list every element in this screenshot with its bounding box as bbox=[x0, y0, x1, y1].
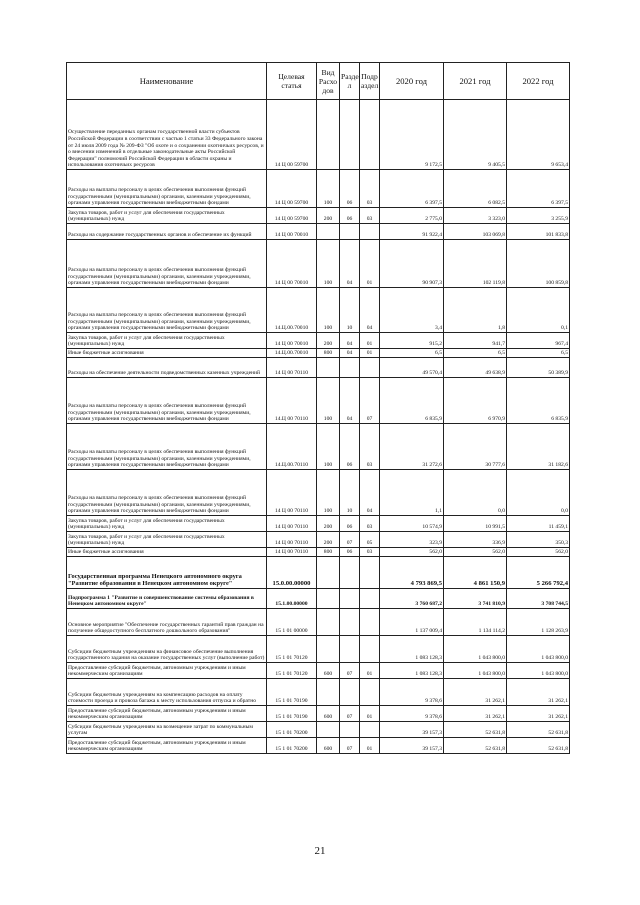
table-row bbox=[67, 224, 570, 240]
cell-target: 15.0.00.00000 bbox=[267, 557, 317, 589]
cell-subsection: 05 bbox=[360, 532, 380, 548]
cell-2020: 3,4 bbox=[380, 288, 444, 333]
cell-target: 15 1 01 70120 bbox=[267, 663, 317, 679]
cell-2021: 3 741 810,9 bbox=[444, 589, 507, 609]
table-row bbox=[67, 470, 570, 516]
cell-2021: 10 991,5 bbox=[444, 516, 507, 532]
header-2020: 2020 год bbox=[380, 63, 444, 100]
cell-name: Закупка товаров, работ и услуг для обеспечения государственных (муниципальных) нужд bbox=[67, 208, 267, 224]
header-exp-type: Вид Расхо дов bbox=[317, 63, 340, 100]
table-row bbox=[67, 663, 570, 679]
cell-name: Иные бюджетные ассигнования bbox=[67, 548, 267, 557]
table-row bbox=[67, 349, 570, 358]
cell-2021: 9 405,5 bbox=[444, 100, 507, 170]
cell-2021: 30 777,6 bbox=[444, 424, 507, 470]
cell-name: Расходы на выплаты персоналу в целях обеспечения выполнения функций государственными (муниципальными) органами, казенными учреждениями, органами управления государственными внебюджетными фондами bbox=[67, 240, 267, 288]
cell-2022: 6,5 bbox=[507, 349, 570, 358]
cell-2020: 915,2 bbox=[380, 333, 444, 349]
cell-2021: 31 262,1 bbox=[444, 706, 507, 722]
cell-subsection: 07 bbox=[360, 378, 380, 424]
cell-exp-type bbox=[317, 557, 340, 589]
cell-exp-type: 100 bbox=[317, 424, 340, 470]
cell-subsection: 01 bbox=[360, 663, 380, 679]
cell-2021: 31 262,1 bbox=[444, 679, 507, 706]
cell-2022: 52 631,8 bbox=[507, 722, 570, 738]
cell-2021: 102 119,8 bbox=[444, 240, 507, 288]
cell-name: Основное мероприятие "Обеспечение государственных гарантий прав граждан на получение общедоступного бесплатного дошкольного образования" bbox=[67, 609, 267, 636]
cell-section bbox=[340, 358, 360, 378]
cell-2020: 1 137 009,4 bbox=[380, 609, 444, 636]
cell-2021: 52 631,8 bbox=[444, 722, 507, 738]
table-body bbox=[67, 100, 570, 754]
cell-2020: 90 907,3 bbox=[380, 240, 444, 288]
cell-exp-type bbox=[317, 224, 340, 240]
cell-2021: 1 134 114,2 bbox=[444, 609, 507, 636]
cell-2022: 1 128 263,9 bbox=[507, 609, 570, 636]
cell-2020: 39 157,3 bbox=[380, 738, 444, 754]
cell-2020: 3 760 687,2 bbox=[380, 589, 444, 609]
cell-2020: 9 378,6 bbox=[380, 706, 444, 722]
cell-2021: 6,5 bbox=[444, 349, 507, 358]
cell-name: Предоставление субсидий бюджетным, автономным учреждениям и иным некоммерческим организациям bbox=[67, 706, 267, 722]
cell-target: 14 Ц 00 70010 bbox=[267, 240, 317, 288]
table-row bbox=[67, 589, 570, 609]
cell-exp-type: 200 bbox=[317, 516, 340, 532]
page-number: 21 bbox=[314, 845, 326, 857]
cell-target: 14.Ц 00 70110 bbox=[267, 378, 317, 424]
cell-subsection: 01 bbox=[360, 706, 380, 722]
cell-target: 14 Ц 00 70110 bbox=[267, 548, 317, 557]
cell-target: 15.1.00.00000 bbox=[267, 589, 317, 609]
cell-2020: 31 272,6 bbox=[380, 424, 444, 470]
cell-target: 14 Ц 00 59700 bbox=[267, 170, 317, 208]
cell-target: 15 1 01 70200 bbox=[267, 722, 317, 738]
cell-2022: 9 653,4 bbox=[507, 100, 570, 170]
cell-subsection: 03 bbox=[360, 208, 380, 224]
cell-2021: 1 043 800,0 bbox=[444, 636, 507, 663]
budget-table bbox=[66, 62, 570, 754]
cell-name: Субсидии бюджетным учреждениям на компенсацию расходов на оплату стоимости проезда и провоза багажа к месту использования отпуска и обратно bbox=[67, 679, 267, 706]
table-row bbox=[67, 532, 570, 548]
table-row bbox=[67, 557, 570, 589]
cell-section: 06 bbox=[340, 170, 360, 208]
table-row bbox=[67, 706, 570, 722]
table-row bbox=[67, 333, 570, 349]
cell-2020: 323,9 bbox=[380, 532, 444, 548]
cell-2020: 1,1 bbox=[380, 470, 444, 516]
cell-section: 10 bbox=[340, 470, 360, 516]
cell-target: 14 Ц 00 59700 bbox=[267, 100, 317, 170]
cell-2021: 562,0 bbox=[444, 548, 507, 557]
cell-2022: 101 833,8 bbox=[507, 224, 570, 240]
cell-2020: 6 397,5 bbox=[380, 170, 444, 208]
cell-2021: 6 082,5 bbox=[444, 170, 507, 208]
cell-section: 06 bbox=[340, 424, 360, 470]
cell-exp-type bbox=[317, 679, 340, 706]
cell-subsection bbox=[360, 679, 380, 706]
header-2021: 2021 год bbox=[444, 63, 507, 100]
table-row bbox=[67, 636, 570, 663]
cell-2022: 350,3 bbox=[507, 532, 570, 548]
cell-exp-type: 800 bbox=[317, 349, 340, 358]
cell-section bbox=[340, 224, 360, 240]
cell-2021: 103 069,8 bbox=[444, 224, 507, 240]
cell-target: 14 Ц 00 59700 bbox=[267, 208, 317, 224]
cell-2020: 39 157,3 bbox=[380, 722, 444, 738]
cell-name: Государственная программа Ненецкого автономного округа "Развитие образования в Ненецком автономном округе" bbox=[67, 557, 267, 589]
cell-2020: 10 574,9 bbox=[380, 516, 444, 532]
cell-exp-type: 800 bbox=[317, 548, 340, 557]
cell-name: Предоставление субсидий бюджетным, автономным учреждениям и иным некоммерческим организациям bbox=[67, 738, 267, 754]
cell-2022: 6 397,5 bbox=[507, 170, 570, 208]
cell-name: Иные бюджетные ассигнования bbox=[67, 349, 267, 358]
cell-2022: 31 262,1 bbox=[507, 679, 570, 706]
cell-subsection: 03 bbox=[360, 424, 380, 470]
cell-section bbox=[340, 557, 360, 589]
cell-name: Расходы на выплаты персоналу в целях обеспечения выполнения функций государственными (муниципальными) органами, казенными учреждениями, органами управления государственными внебюджетными фондами bbox=[67, 470, 267, 516]
cell-2021: 6 970,9 bbox=[444, 378, 507, 424]
cell-section bbox=[340, 100, 360, 170]
cell-exp-type: 200 bbox=[317, 333, 340, 349]
cell-exp-type bbox=[317, 358, 340, 378]
cell-target: 14 Ц 00 70110 bbox=[267, 516, 317, 532]
cell-section: 07 bbox=[340, 706, 360, 722]
cell-2022: 0,1 bbox=[507, 288, 570, 333]
table-row bbox=[67, 609, 570, 636]
cell-2022: 31 262,1 bbox=[507, 706, 570, 722]
table-row bbox=[67, 358, 570, 378]
cell-subsection bbox=[360, 100, 380, 170]
table-row bbox=[67, 208, 570, 224]
cell-section: 07 bbox=[340, 532, 360, 548]
cell-name: Подпрограмма 1 "Развитие и совершенствование системы образования в Ненецком автономном округе" bbox=[67, 589, 267, 609]
cell-2021: 4 861 150,9 bbox=[444, 557, 507, 589]
cell-exp-type: 600 bbox=[317, 663, 340, 679]
cell-2022: 967,4 bbox=[507, 333, 570, 349]
header-name: Наименование bbox=[67, 63, 267, 100]
cell-exp-type: 100 bbox=[317, 288, 340, 333]
cell-section: 10 bbox=[340, 288, 360, 333]
cell-name: Расходы на содержание государственных органов и обеспечение их функций bbox=[67, 224, 267, 240]
cell-target: 15 1 01 70190 bbox=[267, 706, 317, 722]
cell-subsection: 03 bbox=[360, 516, 380, 532]
cell-2021: 3 323,0 bbox=[444, 208, 507, 224]
cell-name: Закупка товаров, работ и услуг для обеспечения государственных (муниципальных) нужд bbox=[67, 532, 267, 548]
cell-name: Закупка товаров, работ и услуг для обеспечения государственных (муниципальных) нужд bbox=[67, 333, 267, 349]
cell-exp-type: 200 bbox=[317, 208, 340, 224]
table-row bbox=[67, 548, 570, 557]
cell-name: Закупка товаров, работ и услуг для обеспечения государственных (муниципальных) нужд bbox=[67, 516, 267, 532]
cell-target: 15 1 01 70190 bbox=[267, 679, 317, 706]
cell-2020: 6 835,9 bbox=[380, 378, 444, 424]
cell-target: 14 Ц 00 70010 bbox=[267, 333, 317, 349]
cell-name: Расходы на выплаты персоналу в целях обеспечения выполнения функций государственными (муниципальными) органами, казенными учреждениями, органами управления государственными внебюджетными фондами bbox=[67, 288, 267, 333]
header-target: Целевая статья bbox=[267, 63, 317, 100]
cell-section bbox=[340, 589, 360, 609]
cell-section: 04 bbox=[340, 349, 360, 358]
cell-2022: 52 631,8 bbox=[507, 738, 570, 754]
cell-subsection: 01 bbox=[360, 333, 380, 349]
cell-name: Субсидии бюджетным учреждениям на возмещение затрат по коммунальным услугам bbox=[67, 722, 267, 738]
cell-name: Предоставление субсидий бюджетным, автономным учреждениям и иным некоммерческим организациям bbox=[67, 663, 267, 679]
cell-target: 14 Ц 00 70110 bbox=[267, 358, 317, 378]
cell-section: 07 bbox=[340, 663, 360, 679]
cell-subsection bbox=[360, 358, 380, 378]
cell-target: 15 1 01 00000 bbox=[267, 609, 317, 636]
cell-2020: 2 775,0 bbox=[380, 208, 444, 224]
cell-section: 04 bbox=[340, 378, 360, 424]
cell-exp-type bbox=[317, 722, 340, 738]
cell-2022: 562,0 bbox=[507, 548, 570, 557]
cell-section: 07 bbox=[340, 738, 360, 754]
cell-subsection bbox=[360, 557, 380, 589]
cell-2021: 52 631,8 bbox=[444, 738, 507, 754]
cell-2020: 91 922,4 bbox=[380, 224, 444, 240]
cell-subsection: 01 bbox=[360, 349, 380, 358]
table-row bbox=[67, 516, 570, 532]
cell-name: Расходы на выплаты персоналу в целях обеспечения выполнения функций государственными (муниципальными) органами, казенными учреждениями, органами управления государственными внебюджетными фондами bbox=[67, 424, 267, 470]
cell-2022: 5 266 792,4 bbox=[507, 557, 570, 589]
cell-name: Расходы на выплаты персоналу в целях обеспечения выполнения функций государственными (муниципальными) органами, казенными учреждениями, органами управления государственными внебюджетными фондами bbox=[67, 378, 267, 424]
cell-name: Расходы на выплаты персоналу в целях обеспечения выполнения функций государственными (муниципальными) органами, казенными учреждениями, органами управления государственными внебюджетными фондами bbox=[67, 170, 267, 208]
cell-2021: 336,9 bbox=[444, 532, 507, 548]
cell-2021: 941,7 bbox=[444, 333, 507, 349]
cell-subsection: 04 bbox=[360, 470, 380, 516]
cell-exp-type: 100 bbox=[317, 170, 340, 208]
cell-2022: 3 708 744,5 bbox=[507, 589, 570, 609]
cell-name: Осуществление переданных органам государственной власти субъектов Российской Федерации в соответствии с частью 1 статьи 33 Федерального закона от 24 июля 2009 года № 209-ФЗ "Об охоте и о сохранении охотничьих ресурсов, и о внесении изменений в отдельные законодательные акты Российской Федерации" полномочий Российской Федерации в области охраны и использования охотничьих ресурсов bbox=[67, 100, 267, 170]
cell-section: 06 bbox=[340, 208, 360, 224]
cell-exp-type: 100 bbox=[317, 240, 340, 288]
cell-exp-type bbox=[317, 589, 340, 609]
cell-section: 06 bbox=[340, 548, 360, 557]
cell-subsection bbox=[360, 636, 380, 663]
cell-exp-type bbox=[317, 100, 340, 170]
cell-target: 14.Ц.00.70010 bbox=[267, 349, 317, 358]
cell-subsection bbox=[360, 722, 380, 738]
cell-exp-type: 100 bbox=[317, 470, 340, 516]
cell-subsection bbox=[360, 609, 380, 636]
cell-2022: 1 043 800,0 bbox=[507, 663, 570, 679]
header-2022: 2022 год bbox=[507, 63, 570, 100]
cell-name: Расходы на обеспечение деятельности подведомственных казенных учреждений bbox=[67, 358, 267, 378]
cell-section bbox=[340, 722, 360, 738]
cell-target: 14 Ц 00 70110 bbox=[267, 532, 317, 548]
cell-2021: 1 043 800,0 bbox=[444, 663, 507, 679]
table-row bbox=[67, 722, 570, 738]
cell-2020: 6,5 bbox=[380, 349, 444, 358]
cell-target: 15 1 01 70200 bbox=[267, 738, 317, 754]
cell-subsection: 03 bbox=[360, 548, 380, 557]
cell-2022: 31 182,6 bbox=[507, 424, 570, 470]
cell-2020: 1 083 128,3 bbox=[380, 663, 444, 679]
cell-2022: 11 459,1 bbox=[507, 516, 570, 532]
cell-target: 14 Ц 00 70010 bbox=[267, 224, 317, 240]
table-row bbox=[67, 738, 570, 754]
cell-exp-type bbox=[317, 636, 340, 663]
cell-exp-type: 600 bbox=[317, 706, 340, 722]
cell-section: 04 bbox=[340, 333, 360, 349]
header-section: Разде л bbox=[340, 63, 360, 100]
cell-section bbox=[340, 679, 360, 706]
cell-2020: 9 172,5 bbox=[380, 100, 444, 170]
cell-2021: 49 638,9 bbox=[444, 358, 507, 378]
cell-section bbox=[340, 636, 360, 663]
cell-2022: 0,0 bbox=[507, 470, 570, 516]
cell-2020: 4 793 869,5 bbox=[380, 557, 444, 589]
cell-2022: 100 859,8 bbox=[507, 240, 570, 288]
cell-2022: 3 255,9 bbox=[507, 208, 570, 224]
cell-target: 14.Ц.00.70110 bbox=[267, 424, 317, 470]
cell-target: 14 Ц 00 70110 bbox=[267, 470, 317, 516]
cell-2020: 562,0 bbox=[380, 548, 444, 557]
cell-section: 06 bbox=[340, 516, 360, 532]
header-row bbox=[67, 63, 570, 100]
cell-2020: 49 570,4 bbox=[380, 358, 444, 378]
cell-2022: 50 389,9 bbox=[507, 358, 570, 378]
cell-2020: 9 378,6 bbox=[380, 679, 444, 706]
budget-table-container bbox=[66, 62, 569, 754]
cell-exp-type: 600 bbox=[317, 738, 340, 754]
cell-name: Субсидии бюджетным учреждениям на финансовое обеспечение выполнения государственного задания на оказание государственных услуг (выполнение работ) bbox=[67, 636, 267, 663]
cell-subsection: 03 bbox=[360, 170, 380, 208]
cell-2020: 1 083 128,3 bbox=[380, 636, 444, 663]
cell-2021: 1,8 bbox=[444, 288, 507, 333]
table-row bbox=[67, 679, 570, 706]
cell-subsection bbox=[360, 224, 380, 240]
cell-section bbox=[340, 609, 360, 636]
cell-subsection: 04 bbox=[360, 288, 380, 333]
cell-exp-type: 100 bbox=[317, 378, 340, 424]
cell-subsection: 01 bbox=[360, 738, 380, 754]
header-subsection: Подр аздел bbox=[360, 63, 380, 100]
cell-exp-type bbox=[317, 609, 340, 636]
cell-exp-type: 200 bbox=[317, 532, 340, 548]
cell-2021: 0,0 bbox=[444, 470, 507, 516]
table-row bbox=[67, 240, 570, 288]
cell-subsection: 01 bbox=[360, 240, 380, 288]
cell-target: 15 1 01 70120 bbox=[267, 636, 317, 663]
cell-2022: 6 835,9 bbox=[507, 378, 570, 424]
cell-2022: 1 043 800,0 bbox=[507, 636, 570, 663]
table-row bbox=[67, 378, 570, 424]
table-row bbox=[67, 288, 570, 333]
table-row bbox=[67, 170, 570, 208]
table-row bbox=[67, 100, 570, 170]
cell-target: 14.Ц.00.70010 bbox=[267, 288, 317, 333]
cell-subsection bbox=[360, 589, 380, 609]
table-row bbox=[67, 424, 570, 470]
cell-section: 04 bbox=[340, 240, 360, 288]
